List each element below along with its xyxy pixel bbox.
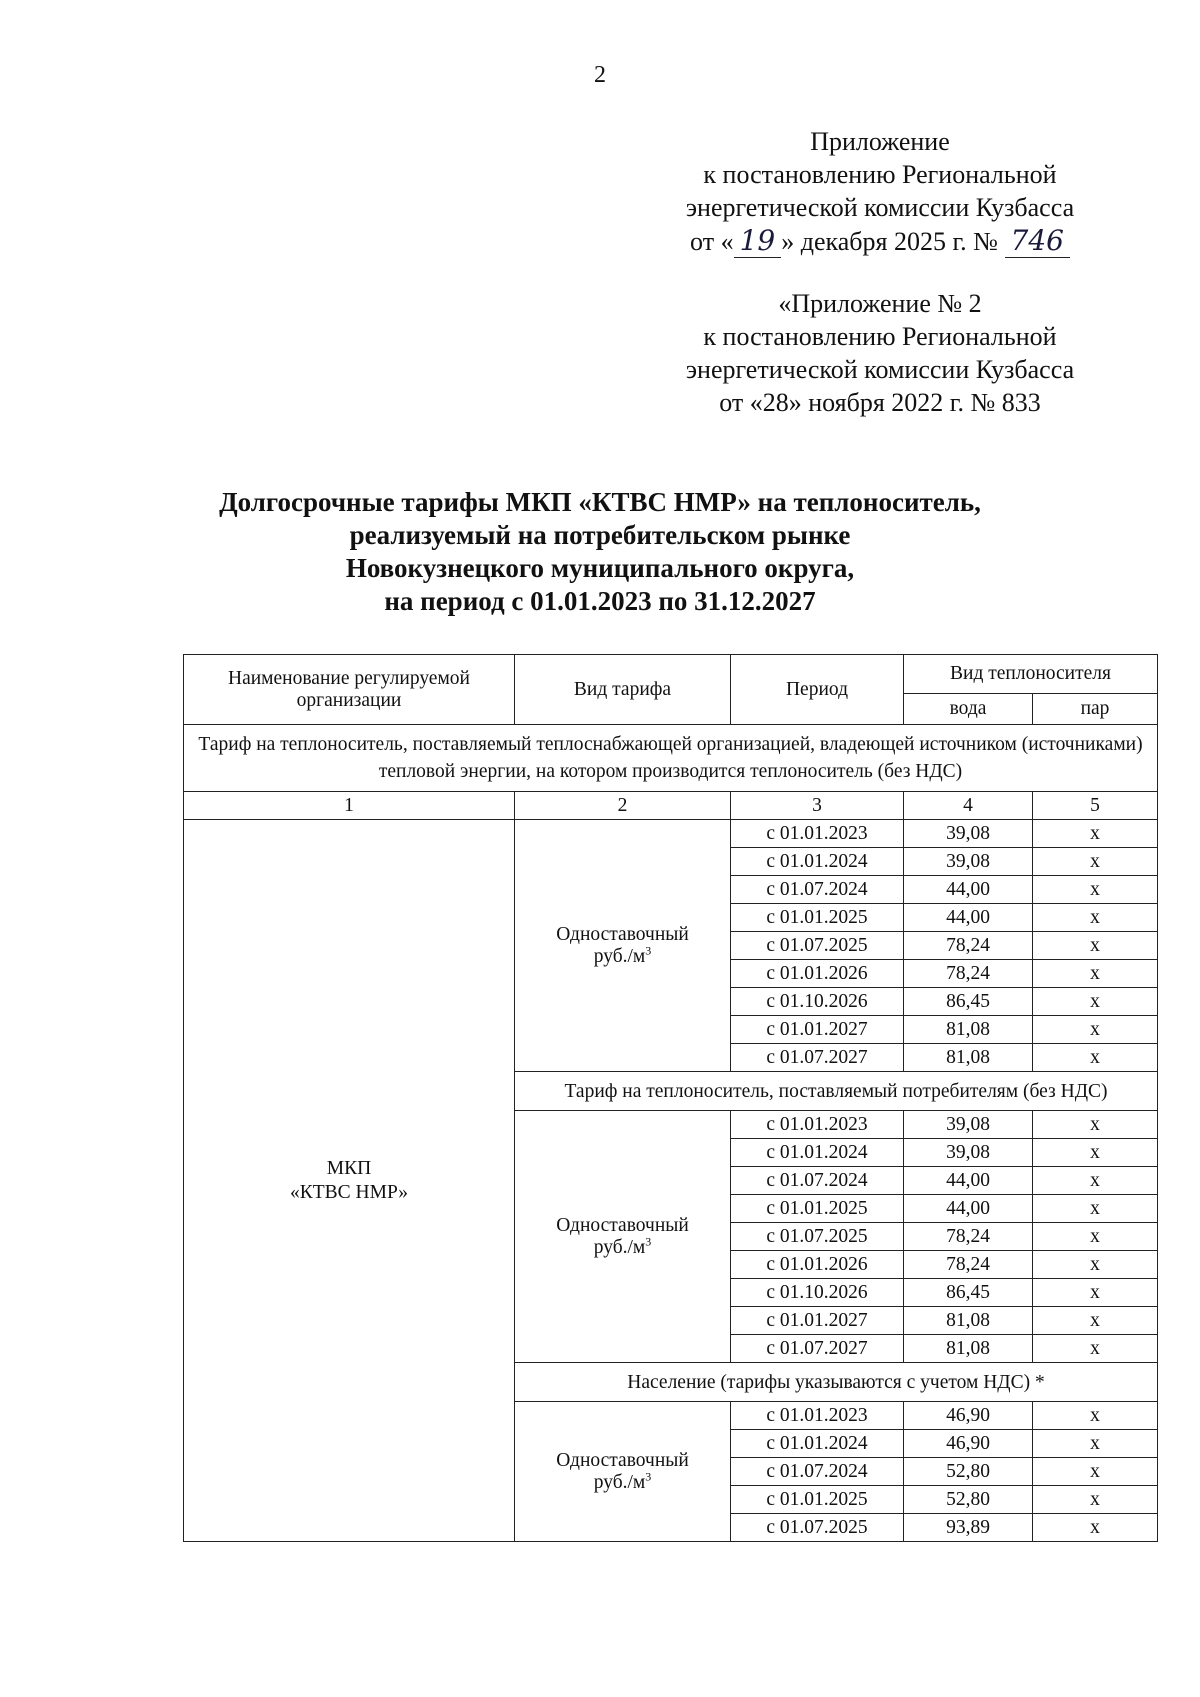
period-cell: с 01.01.2023	[731, 820, 904, 848]
header-tariff-type: Вид тарифа	[515, 655, 731, 725]
tariff-table	[183, 654, 1158, 1542]
organization-cell	[184, 820, 515, 1542]
water-value-cell: 46,90	[904, 1402, 1033, 1430]
steam-value-cell: х	[1033, 1458, 1158, 1486]
handwritten-day: 19	[734, 224, 782, 258]
col-number-2: 2	[515, 792, 731, 820]
steam-value-cell: х	[1033, 1016, 1158, 1044]
water-value-cell: 44,00	[904, 904, 1033, 932]
steam-value-cell: х	[1033, 1514, 1158, 1542]
period-cell: с 01.01.2025	[731, 1195, 904, 1223]
tariff-unit	[519, 1469, 726, 1494]
band-heat-supply: Тариф на теплоноситель, поставляемый теплоснабжающей организацией, владеющей источником (источниками) тепловой энергии, на котором производится теплоноситель (без НДС)	[184, 725, 1158, 792]
date-prefix: от «	[690, 227, 734, 256]
period-cell: с 01.07.2027	[731, 1044, 904, 1072]
header-period: Период	[731, 655, 904, 725]
appendix-quoted-line-1: «Приложение № 2	[778, 289, 982, 318]
period-cell: с 01.10.2026	[731, 1279, 904, 1307]
col-number-3: 3	[731, 792, 904, 820]
steam-value-cell: х	[1033, 1044, 1158, 1072]
water-value-cell: 78,24	[904, 1223, 1033, 1251]
water-value-cell: 81,08	[904, 1335, 1033, 1363]
steam-value-cell: х	[1033, 1486, 1158, 1514]
steam-value-cell: х	[1033, 848, 1158, 876]
title-line-2: реализуемый на потребительском рынке	[349, 520, 851, 550]
period-cell: с 01.01.2027	[731, 1016, 904, 1044]
period-cell: с 01.01.2024	[731, 1139, 904, 1167]
steam-value-cell: х	[1033, 960, 1158, 988]
water-value-cell: 78,24	[904, 960, 1033, 988]
tariff-label: Одноставочный	[556, 1214, 689, 1236]
steam-value-cell: х	[1033, 820, 1158, 848]
tariff-unit	[519, 1234, 726, 1259]
col-number-5: 5	[1033, 792, 1158, 820]
water-value-cell: 81,08	[904, 1307, 1033, 1335]
steam-value-cell: х	[1033, 1251, 1158, 1279]
water-value-cell: 78,24	[904, 932, 1033, 960]
water-value-cell: 46,90	[904, 1430, 1033, 1458]
appendix-date-line	[610, 224, 1150, 258]
header-steam: пар	[1033, 694, 1158, 725]
steam-value-cell: х	[1033, 1402, 1158, 1430]
water-value-cell: 52,80	[904, 1458, 1033, 1486]
col-number-4: 4	[904, 792, 1033, 820]
water-value-cell: 81,08	[904, 1044, 1033, 1072]
header-org: Наименование регулируемой организации	[184, 655, 515, 725]
water-value-cell: 52,80	[904, 1486, 1033, 1514]
appendix-quoted-line-3: энергетической комиссии Кузбасса	[685, 355, 1075, 384]
water-value-cell: 39,08	[904, 848, 1033, 876]
period-cell: с 01.07.2025	[731, 1223, 904, 1251]
column-numbers-row	[184, 792, 1158, 820]
appendix-quoted-line-4: от «28» ноября 2022 г. № 833	[719, 388, 1041, 417]
header-carrier: Вид теплоносителя	[904, 655, 1158, 694]
period-cell: с 01.01.2026	[731, 1251, 904, 1279]
steam-value-cell: х	[1033, 1335, 1158, 1363]
tariff-label: Одноставочный	[556, 1449, 689, 1471]
period-cell: с 01.07.2027	[731, 1335, 904, 1363]
period-cell: с 01.01.2026	[731, 960, 904, 988]
steam-value-cell: х	[1033, 1111, 1158, 1139]
page-number: 2	[594, 62, 606, 88]
unit-text: руб./м	[593, 1471, 646, 1493]
col-number-1: 1	[184, 792, 515, 820]
tariff-type-cell-section2	[515, 1111, 731, 1363]
steam-value-cell: х	[1033, 1139, 1158, 1167]
steam-value-cell: х	[1033, 1167, 1158, 1195]
period-cell: с 01.01.2023	[731, 1402, 904, 1430]
tariff-unit	[519, 943, 726, 968]
title-line-1: Долгосрочные тарифы МКП «КТВС НМР» на теплоноситель,	[219, 487, 981, 517]
period-cell: с 01.01.2023	[731, 1111, 904, 1139]
period-cell: с 01.07.2025	[731, 1514, 904, 1542]
header-water: вода	[904, 694, 1033, 725]
water-value-cell: 81,08	[904, 1016, 1033, 1044]
appendix-quoted-header	[610, 287, 1150, 419]
water-value-cell: 44,00	[904, 1167, 1033, 1195]
period-cell: с 01.01.2024	[731, 848, 904, 876]
title-line-3: Новокузнецкого муниципального округа,	[345, 553, 855, 583]
water-value-cell: 39,08	[904, 1111, 1033, 1139]
document-title	[0, 486, 1200, 618]
period-cell: с 01.10.2026	[731, 988, 904, 1016]
water-value-cell: 78,24	[904, 1251, 1033, 1279]
unit-superscript: 3	[645, 943, 652, 957]
water-value-cell: 44,00	[904, 876, 1033, 904]
appendix-header	[610, 125, 1150, 258]
period-cell: с 01.01.2025	[731, 904, 904, 932]
steam-value-cell: х	[1033, 1307, 1158, 1335]
water-value-cell: 39,08	[904, 820, 1033, 848]
water-value-cell: 93,89	[904, 1514, 1033, 1542]
period-cell: с 01.01.2027	[731, 1307, 904, 1335]
organization-name-line-2: «КТВС НМР»	[289, 1181, 409, 1203]
steam-value-cell: х	[1033, 1195, 1158, 1223]
steam-value-cell: х	[1033, 876, 1158, 904]
steam-value-cell: х	[1033, 932, 1158, 960]
appendix-line-3: энергетической комиссии Кузбасса	[685, 193, 1075, 222]
tariff-type-cell-section3	[515, 1402, 731, 1542]
steam-value-cell: х	[1033, 1279, 1158, 1307]
water-value-cell: 39,08	[904, 1139, 1033, 1167]
date-middle: » декабря 2025 г. №	[781, 227, 998, 256]
tariff-type-cell-section1	[515, 820, 731, 1072]
water-value-cell: 86,45	[904, 1279, 1033, 1307]
band-population: Население (тарифы указываются с учетом НДС) *	[515, 1363, 1158, 1402]
organization-name-line-1: МКП	[326, 1157, 372, 1179]
period-cell: с 01.07.2024	[731, 1458, 904, 1486]
unit-text: руб./м	[593, 945, 646, 967]
appendix-line-2: к постановлению Региональной	[703, 160, 1057, 189]
appendix-line-1: Приложение	[810, 127, 950, 156]
appendix-quoted-line-2: к постановлению Региональной	[703, 322, 1057, 351]
unit-superscript: 3	[645, 1469, 652, 1483]
period-cell: с 01.01.2024	[731, 1430, 904, 1458]
steam-value-cell: х	[1033, 1223, 1158, 1251]
unit-text: руб./м	[593, 1236, 646, 1258]
band-row-heat-supply	[184, 725, 1158, 792]
period-cell: с 01.07.2024	[731, 1167, 904, 1195]
water-value-cell: 44,00	[904, 1195, 1033, 1223]
title-line-4: на период с 01.01.2023 по 31.12.2027	[384, 586, 816, 616]
period-cell: с 01.07.2025	[731, 932, 904, 960]
steam-value-cell: х	[1033, 1430, 1158, 1458]
steam-value-cell: х	[1033, 988, 1158, 1016]
period-cell: с 01.07.2024	[731, 876, 904, 904]
tariff-row	[184, 820, 1158, 848]
water-value-cell: 86,45	[904, 988, 1033, 1016]
handwritten-number: 746	[1005, 224, 1070, 258]
header-row-1	[184, 655, 1158, 694]
unit-superscript: 3	[645, 1234, 652, 1248]
period-cell: с 01.01.2025	[731, 1486, 904, 1514]
tariff-label: Одноставочный	[556, 923, 689, 945]
steam-value-cell: х	[1033, 904, 1158, 932]
band-consumers: Тариф на теплоноситель, поставляемый потребителям (без НДС)	[515, 1072, 1158, 1111]
